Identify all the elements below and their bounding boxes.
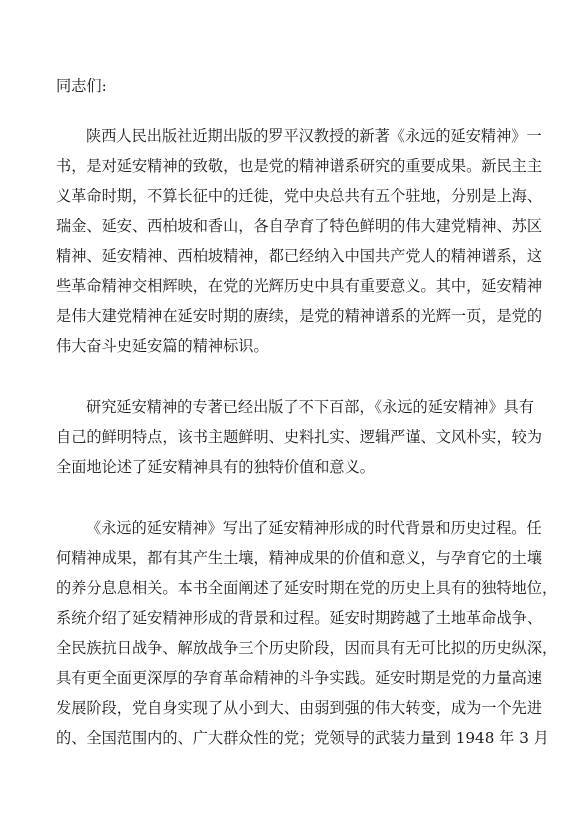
paragraph-1-line-6: 些革命精神交相辉映，在党的光辉历史中具有重要意义。其中，延安精神	[56, 277, 542, 295]
salutation: 同志们:	[56, 77, 107, 95]
paragraph-3-line-6: 具有更全面更深厚的孕育革命精神的斗争实践。延安时期是党的力量高速	[56, 669, 542, 687]
paragraph-1-line-7: 是伟大建党精神在延安时期的赓续，是党的精神谱系的光辉一页，是党的	[56, 307, 542, 325]
paragraph-2-line-1: 研究延安精神的专著已经出版了不下百部，《永远的延安精神》具有	[86, 398, 535, 416]
paragraph-2-line-2: 自己的鲜明特点，该书主题鲜明、史料扎实、逻辑严谨、文风朴实，较为	[56, 428, 542, 446]
paragraph-1-line-1: 陕西人民出版社近期出版的罗平汉教授的新著《永远的延安精神》一	[86, 127, 542, 145]
paragraph-3-line-2: 何精神成果，都有其产生土壤，精神成果的价值和意义，与孕育它的土壤	[56, 549, 542, 567]
paragraph-3-line-4: 系统介绍了延安精神形成的背景和过程。延安时期跨越了土地革命战争、	[56, 609, 542, 627]
paragraph-1-line-8: 伟大奋斗史延安篇的精神标识。	[56, 337, 269, 355]
paragraph-1-line-4: 瑞金、延安、西柏坡和香山，各自孕育了特色鲜明的伟大建党精神、苏区	[56, 217, 542, 235]
paragraph-3-line-7: 发展阶段，党自身实现了从小到大、由弱到强的伟大转变，成为一个先进	[56, 699, 542, 717]
paragraph-3-line-1: 《永远的延安精神》写出了延安精神形成的时代背景和历史过程。任	[86, 519, 542, 537]
paragraph-3-line-5: 全民族抗日战争、解放战争三个历史阶段，因而具有无可比拟的历史纵深，	[56, 639, 558, 657]
paragraph-2-line-3: 全面地论述了延安精神具有的独特价值和意义。	[56, 458, 375, 476]
paragraph-3-line-3: 的养分息息相关。本书全面阐述了延安时期在党的历史上具有的独特地位，	[56, 579, 558, 597]
paragraph-3-line-8: 的、全国范围内的、广大群众性的党；党领导的武装力量到 1948 年 3 月	[56, 729, 549, 747]
paragraph-1-line-5: 精神、延安精神、西柏坡精神，都已经纳入中国共产党人的精神谱系，这	[56, 247, 542, 265]
paragraph-1-line-3: 义革命时期，不算长征中的迁徙，党中央总共有五个驻地，分别是上海、	[56, 187, 542, 205]
paragraph-1-line-2: 书，是对延安精神的致敬，也是党的精神谱系研究的重要成果。新民主主	[56, 157, 542, 175]
